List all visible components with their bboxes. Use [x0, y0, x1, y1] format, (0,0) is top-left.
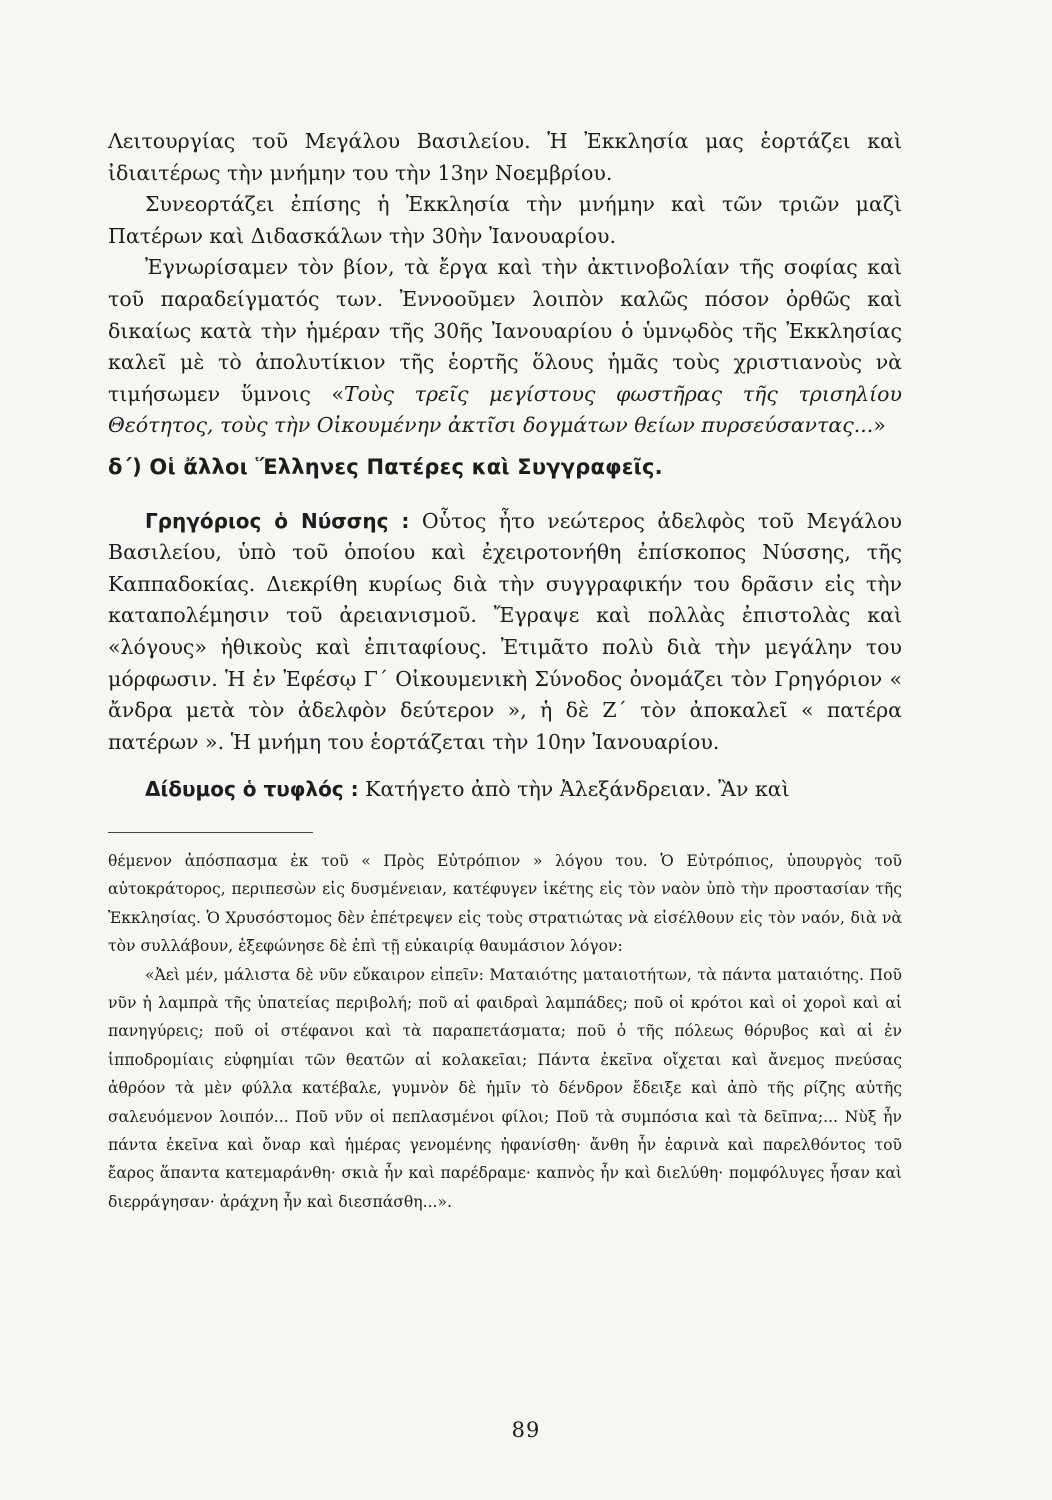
section-heading: δ΄) Οἱ ἄλλοι Ἕλληνες Πατέρες καὶ Συγγραφεῖς. [108, 454, 663, 479]
apolytikion-quote: Τοὺς τρεῖς μεγίστους φωστῆρας τῆς τρισηλίου Θεότητος, τοὺς τὴν Οἰκουμένην ἀκτῖσι δογμάτων θείων πυρσεύσαντας... [108, 381, 902, 438]
didymus-heading: Δίδυμος ὁ τυφλός : [145, 777, 359, 802]
paragraph-gregory-nyssa [108, 506, 902, 759]
paragraph-apolytikion [108, 252, 902, 442]
page-number: 89 [511, 1418, 541, 1442]
gregory-nyssa-text: Οὗτος ἦτο νεώτερος ἀδελφὸς τοῦ Μεγάλου Βασιλείου, ὑπὸ τοῦ ὁποίου καὶ ἐχειροτονήθη ἐπίσκοπος Νύσσης, τῆς Καππαδοκίας. Διεκρίθη κυρίως διὰ τὴν συγγραφικήν του δρᾶσιν εἰς τὴν καταπολέμησιν τοῦ ἀρειανισμοῦ. Ἔγραψε καὶ πολλὰς ἐπιστολὰς καὶ «λόγους» ἠθικοὺς καὶ ἐπιταφίους. Ἐτιμᾶτο πολὺ διὰ τὴν μεγάλην του μόρφωσιν. Ἡ ἐν Ἐφέσῳ Γ΄ Οἰκουμενικὴ Σύνοδος ὀνομάζει τὸν Γρηγόριον « ἄνδρα μετὰ τὸν ἀδελφὸν δεύτερον », ἡ δὲ Ζ΄ τὸν ἀποκαλεῖ « πατέρα πατέρων ». Ἡ μνήμη του ἑορτάζεται τὴν 10ην Ἰανουαρίου. [108, 508, 902, 754]
apolytikion-intro: Ἐγνωρίσαμεν τὸν βίον, τὰ ἔργα καὶ τὴν ἀκτινοβολίαν τῆς σοφίας καὶ τοῦ παραδείγματός των. Ἐννοοῦμεν λοιπὸν καλῶς πόσον ὀρθῶς καὶ δικαίως κατὰ τὴν ἡμέραν τῆς 30ῆς Ἰανουαρίου ὁ ὑμνῳδὸς τῆς Ἐκκλησίας καλεῖ μὲ τὸ ἀπολυτίκιον τῆς ἑορτῆς ὅλους ἡμᾶς τοὺς χριστιανοὺς νὰ τιμήσωμεν ὕμνοις « [108, 255, 902, 406]
footnotes [108, 847, 902, 1216]
paragraph-didymus [108, 774, 902, 806]
paragraph-liturgy: Λειτουργίας τοῦ Μεγάλου Βασιλείου. Ἡ Ἐκκλησία μας ἑορτάζει καὶ ἰδιαιτέρως τὴν μνήμην του τὴν 13ην Νοεμβρίου. [108, 129, 902, 185]
main-text [108, 126, 902, 806]
footnote-divider [108, 832, 313, 833]
apolytikion-close: » [873, 413, 886, 438]
footnote-eutropius: θέμενον ἀπόσπασμα ἐκ τοῦ « Πρὸς Εὐτρόπιον » λόγου του. Ὁ Εὐτρόπιος, ὑπουργὸς τοῦ αὐτοκράτορος, περιπεσὼν εἰς δυσμένειαν, κατέφυγεν ἱκέτης εἰς τὸν ναὸν ὑπὸ τὴν προστασίαν τῆς Ἐκκλησίας. Ὁ Χρυσόστομος δὲν ἐπέτρεψεν εἰς τοὺς στρατιώτας νὰ εἰσέλθουν εἰς τὸν ναόν, διὰ νὰ τὸν συλλάβουν, ἐξεφώνησε δὲ ἐπὶ τῇ εὐκαιρίᾳ θαυμάσιον λόγον: [108, 851, 902, 956]
paragraph-three-hierarchs: Συνεορτάζει ἐπίσης ἡ Ἐκκλησία τὴν μνήμην καὶ τῶν τριῶν μαζὶ Πατέρων καὶ Διδασκάλων τὴν 30ὴν Ἰανουαρίου. [108, 192, 902, 248]
footnote-homily-quote: «Ἀεὶ μέν, μάλιστα δὲ νῦν εὔκαιρον εἰπεῖν: Ματαιότης ματαιοτήτων, τὰ πάντα ματαιότης. Ποῦ νῦν ἡ λαμπρὰ τῆς ὑπατείας περιβολή; ποῦ αἱ φαιδραὶ λαμπάδες; ποῦ οἱ κρότοι καὶ οἱ χοροὶ καὶ αἱ πανηγύρεις; ποῦ οἱ στέφανοι καὶ τὰ παραπετάσματα; ποῦ ὁ τῆς πόλεως θόρυβος καὶ αἱ ἐν ἱπποδρομίαις εὐφημίαι τῶν θεατῶν αἱ κολακεῖαι; Πάντα ἐκεῖνα οἴχεται καὶ ἄνεμος πνεύσας ἀθρόον τὰ μὲν φύλλα κατέβαλε, γυμνὸν δὲ ἡμῖν τὸ δένδρον ἔδειξε καὶ ἀπὸ τῆς ρίζης αὐτῆς σαλευόμενον λοιπόν... Ποῦ νῦν οἱ πεπλασμένοι φίλοι; Ποῦ τὰ συμπόσια καὶ τὰ δεῖπνα;... Νὺξ ἦν πάντα ἐκεῖνα καὶ ὄναρ καὶ ἡμέρας γενομένης ἠφανίσθη· ἄνθη ἦν ἐαρινὰ καὶ παρελθόντος τοῦ ἔαρος ἅπαντα κατεμαράνθη· σκιὰ ἦν καὶ παρέδραμε· καπνὸς ἦν καὶ διελύθη· πομφόλυγες ἦσαν καὶ διερράγησαν· ἀράχνη ἦν καὶ διεσπάσθη...». [108, 965, 902, 1211]
gregory-nyssa-heading: Γρηγόριος ὁ Νύσσης : [145, 508, 410, 533]
didymus-text: Κατήγετο ἀπὸ τὴν Ἀλεξάνδρειαν. Ἂν καὶ [358, 777, 790, 802]
